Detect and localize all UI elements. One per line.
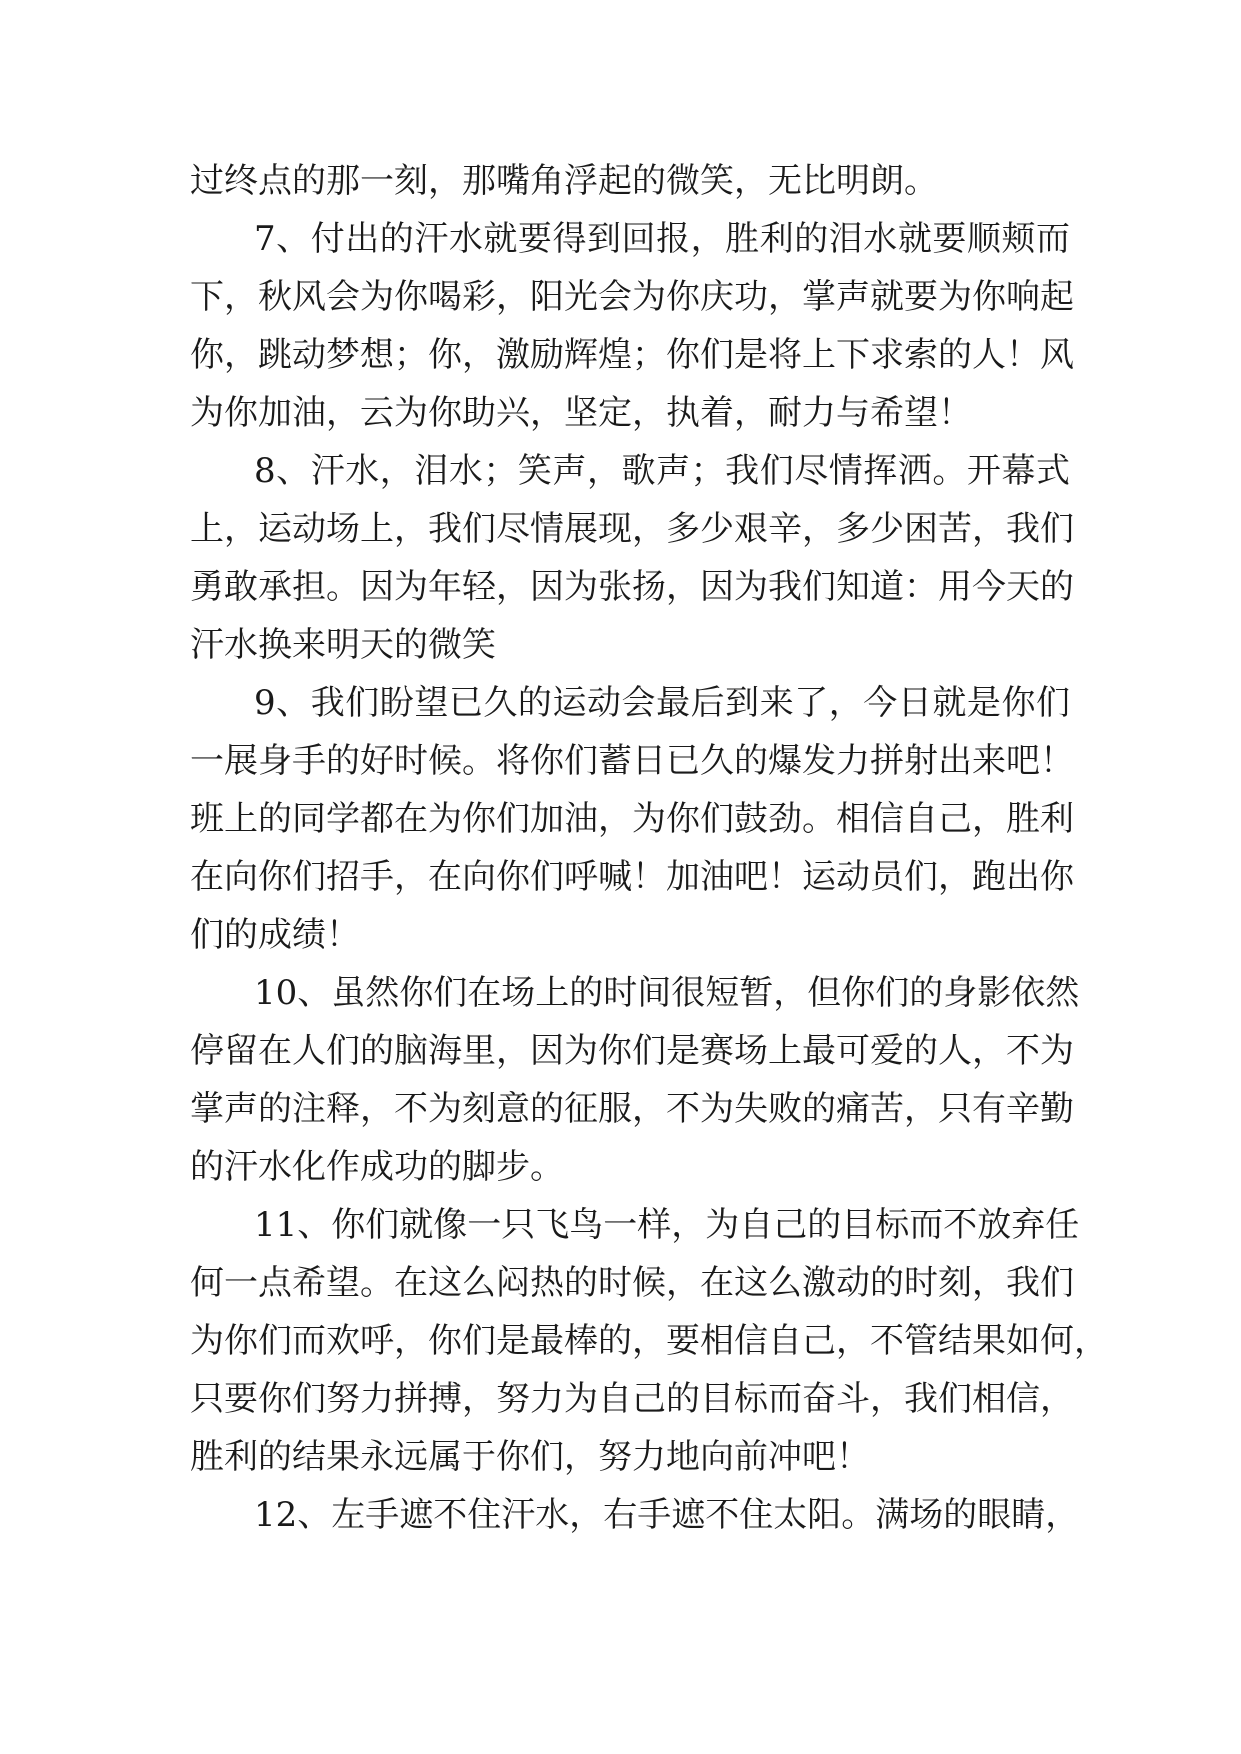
text-line-24: 12、左手遮不住汗水，右手遮不住太阳。满场的眼睛， — [254, 1495, 1080, 1535]
text-line-23: 胜利的结果永远属于你们，努力地向前冲吧！ — [190, 1437, 870, 1477]
text-line-15: 10、虽然你们在场上的时间很短暂，但你们的身影依然 — [254, 973, 1080, 1013]
text-line-11: 一展身手的好时候。将你们蓄日已久的爆发力拼射出来吧！ — [190, 741, 1074, 781]
text-line-21: 为你们而欢呼，你们是最棒的，要相信自己，不管结果如何， — [190, 1321, 1108, 1361]
text-line-1: 过终点的那一刻，那嘴角浮起的微笑，无比明朗。 — [190, 161, 938, 201]
text-line-6: 8、汗水，泪水；笑声，歌声；我们尽情挥洒。开幕式 — [254, 451, 1071, 491]
text-line-2: 7、付出的汗水就要得到回报，胜利的泪水就要顺颊而 — [254, 219, 1071, 259]
text-line-9: 汗水换来明天的微笑 — [190, 625, 496, 665]
text-line-14: 们的成绩！ — [190, 915, 360, 955]
text-line-22: 只要你们努力拼搏，努力为自己的目标而奋斗，我们相信， — [190, 1379, 1074, 1419]
text-line-12: 班上的同学都在为你们加油，为你们鼓劲。相信自己，胜利 — [190, 799, 1074, 839]
text-line-8: 勇敢承担。因为年轻，因为张扬，因为我们知道：用今天的 — [190, 567, 1074, 607]
text-line-20: 何一点希望。在这么闷热的时候，在这么激动的时刻，我们 — [190, 1263, 1074, 1303]
text-line-13: 在向你们招手，在向你们呼喊！加油吧！运动员们，跑出你 — [190, 857, 1074, 897]
text-line-10: 9、我们盼望已久的运动会最后到来了，今日就是你们 — [254, 683, 1071, 723]
text-line-4: 你，跳动梦想；你，激励辉煌；你们是将上下求索的人！风 — [190, 335, 1074, 375]
text-line-5: 为你加油，云为你助兴，坚定，执着，耐力与希望！ — [190, 393, 972, 433]
text-line-3: 下，秋风会为你喝彩，阳光会为你庆功，掌声就要为你响起 — [190, 277, 1074, 317]
text-line-17: 掌声的注释，不为刻意的征服，不为失败的痛苦，只有辛勤 — [190, 1089, 1074, 1129]
text-line-7: 上，运动场上，我们尽情展现，多少艰辛，多少困苦，我们 — [190, 509, 1074, 549]
text-line-16: 停留在人们的脑海里，因为你们是赛场上最可爱的人，不为 — [190, 1031, 1074, 1071]
text-line-19: 11、你们就像一只飞鸟一样，为自己的目标而不放弃任 — [254, 1205, 1080, 1245]
text-line-18: 的汗水化作成功的脚步。 — [190, 1147, 564, 1187]
